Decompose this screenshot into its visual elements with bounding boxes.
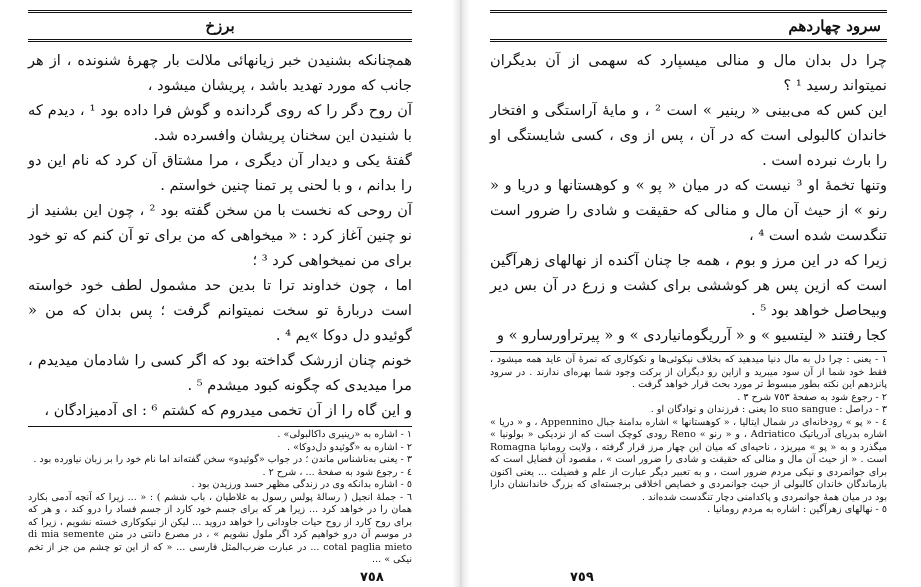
right-paragraph-4: زیرا که در این مرز و بوم ، همه جا چنان آکنده از نهالهای زهرآگین است که ازین پس هر کوششی برای کشت و زرع در آن بس دیر وبیحاصل خواهد بود ⁵ . [490, 252, 887, 319]
right-footnote-2: ٢ - رجوع شود به صفحهٔ ٧٥٣ شرح ٣ . [737, 391, 887, 403]
book-gutter [452, 0, 470, 587]
right-page-header [490, 10, 887, 42]
left-paragraph-4: آن روحی که نخست با من سخن گفته بود ² ، چون این بشنید از نو چنین آغاز کرد : « میخواهی که من برای تو آن کنم که تو خود برای من نمیخواهی کرد ³ ؛ [28, 202, 412, 269]
left-paragraph-1: همچنانکه بشنیدن خبر زیانهائی ملالت بار چهرهٔ شنونده ، از هر جانب که مورد تهدید باشد ، پریشان میشود ، [28, 52, 412, 94]
right-footnote-4: ٤ - « پو » رودخانه‌ای در شمال ایتالیا ، « کوهستانها » اشاره بدامنهٔ جبال Appennino ، و « دریا » اشاره بدریای آدریاتیک Adriatico ، و « رنو » Reno رودی کوچک است که از نزدیکی « بولونیا » میگذرد و به « پو » میریزد ، ناحیه‌ای که میان این چهار مرز قرار گرفته ، ولایت رومانیا Romagna است . « از حیث آن مال و منالی که حقیقت و شادی را ضرور است » ، مقصود آن فضایل است که برای جوانمردی و نیکی مردم ضرور است ، و به تعبیر دیگر عبارت از علم و فضیلت ... یعنی اکنون بازماندگان خاندان کالبولی از حیث جوانمردی و خصایص اخلاقی برجسته‌ای که بزرگ خاندانشان دارا بود در میان همهٔ جوانمردی و پاکدامنی دچار تنگدست شده‌اند . [490, 416, 887, 503]
right-footnote-5: ٥ - نهالهای زهرآگین : اشاره به مردم رومانیا . [707, 504, 887, 515]
left-page [0, 0, 452, 587]
right-footnote-1: ١ - یعنی : چرا دل به مال دنیا میدهید که بخلاف نیکوئی‌ها و نکوکاری که نمرهٔ آن عاید همه میشود ، فقط خود شما از آن سود میبرید و ازاین رو دیگران از برکت وجود شما بهره‌ای ندارند . در سرود پانزدهم این نکته بطور مبسوط تر مورد بحث قرار خواهد گرفت . [490, 354, 887, 390]
left-footnote-4: ٤ - رجوع شود به صفحهٔ ... ، شرح ٢ . [262, 466, 412, 478]
left-footnote-1: ١ - اشاره به «رینیری داکالبولی» . [277, 429, 412, 440]
right-page-number: ٧٥٩ [570, 570, 594, 585]
left-paragraph-2: آن روح دگر را که روی گردانده و گوش فرا داده بود ¹ ، دیدم که با شنیدن این سخنان پریشان وافسرده شد. [28, 102, 413, 144]
left-paragraph-6: خونم چنان ازرشک گداخته بود که اگر کسی را شادمان میدیدم ، مرا میدیدی که چگونه کبود میشدم ⁵ . [28, 352, 412, 394]
right-page-body [490, 48, 887, 348]
left-paragraph-3: گفتهٔ یکی و دیدار آن دیگری ، مرا مشتاق آن کرد که نام این دو را بدانم ، و با لحنی پر تمنا چنین خواستم . [28, 152, 412, 194]
right-paragraph-1: چرا دل بدان مال و منالی میسپارد که سهمی از آن بدیگران نمیتواند رسید ¹ ؟ [490, 52, 887, 94]
right-paragraph-5: کجا رفتند « لیتسیو » و « آرریگومانیاردی » و « پیرترا‌ورسارو » و [496, 327, 887, 344]
left-footnote-2: ٢ - اشاره به «گوئیدو دل‌دوکا» . [287, 441, 412, 453]
right-paragraph-3: وتنها تخمهٔ او ³ نیست که در میان « پو » و کوهستانها و دریا و « رنو » از حیث آن مال و منالی که حقیقت و شادی را ضرور است تنگدست شده است ⁴ ، [490, 177, 887, 244]
left-footnote-divider [28, 426, 412, 427]
left-paragraph-7: و این گاه را از آن تخمی میدروم که کشتم ⁶ : ای آدمیزادگان ، [44, 402, 412, 419]
left-page-number: ٧٥٨ [360, 570, 384, 585]
right-footnote-3: ٣ - دراصل : lo suo sangue یعنی : فرزندان و نوادگان او . [650, 404, 887, 415]
right-page [470, 0, 921, 587]
right-page-header-title: سرود چهاردهم [788, 17, 881, 35]
right-paragraph-2: این کس که می‌بینی « رینیر » است ² ، و مایهٔ آراستگی و افتخار خاندان کالبولی است که در آن ، پس از وی ، کسی شایستگی او را بارث نبرده است . [490, 102, 887, 169]
left-footnotes [28, 429, 412, 567]
left-page-header-title: برزخ [205, 17, 235, 35]
left-footnote-3: ٣ - یعنی به‌ناشناس ماندن ؛ در جواب «گوئیدو» سخن گفته‌اند اما نام خود را بر زبان نیاورده بود . [33, 454, 412, 465]
left-paragraph-5: اما ، چون خداوند ترا تا بدین حد مشمول لطف خود خواسته است دربارهٔ تو سخت نمیتوانم گرفت ؛ پس بدان که من « گوئیدو دل دوکا »یم ⁴ . [28, 277, 412, 344]
right-footnotes [490, 354, 887, 517]
left-page-body [28, 48, 412, 423]
left-footnote-5: ٥ - اشاره بدانکه وی در زندگی مظهر حسد ورزیدن بود . [191, 479, 412, 490]
right-footnote-divider [490, 351, 887, 352]
left-page-header [28, 10, 412, 42]
left-footnote-6: ٦ - جملهٔ انجیل ( رسالهٔ پولس رسول به غلاطیان ، باب ششم ) : « ... زیرا که آنچه آدمی بکارد همان را در خواهد کرد ... زیرا هر که برای جسم خود کارد از جسم فساد را درو کند ، و هر که برای روح کارد از روح حیات جاودانی را خواهد دروید ... لیکن از نیکوکاری خسته نشویم ، زیرا که در موسم آن درو خواهیم کرد اگر ملول نشویم » ، در مصرع دانتی در متن di mia semente cotal paglia mieto ... در عبارت ضرب‌المثل فارسی ... « که از این تو چشم من جز از تخم نیکی » ... [28, 491, 412, 565]
